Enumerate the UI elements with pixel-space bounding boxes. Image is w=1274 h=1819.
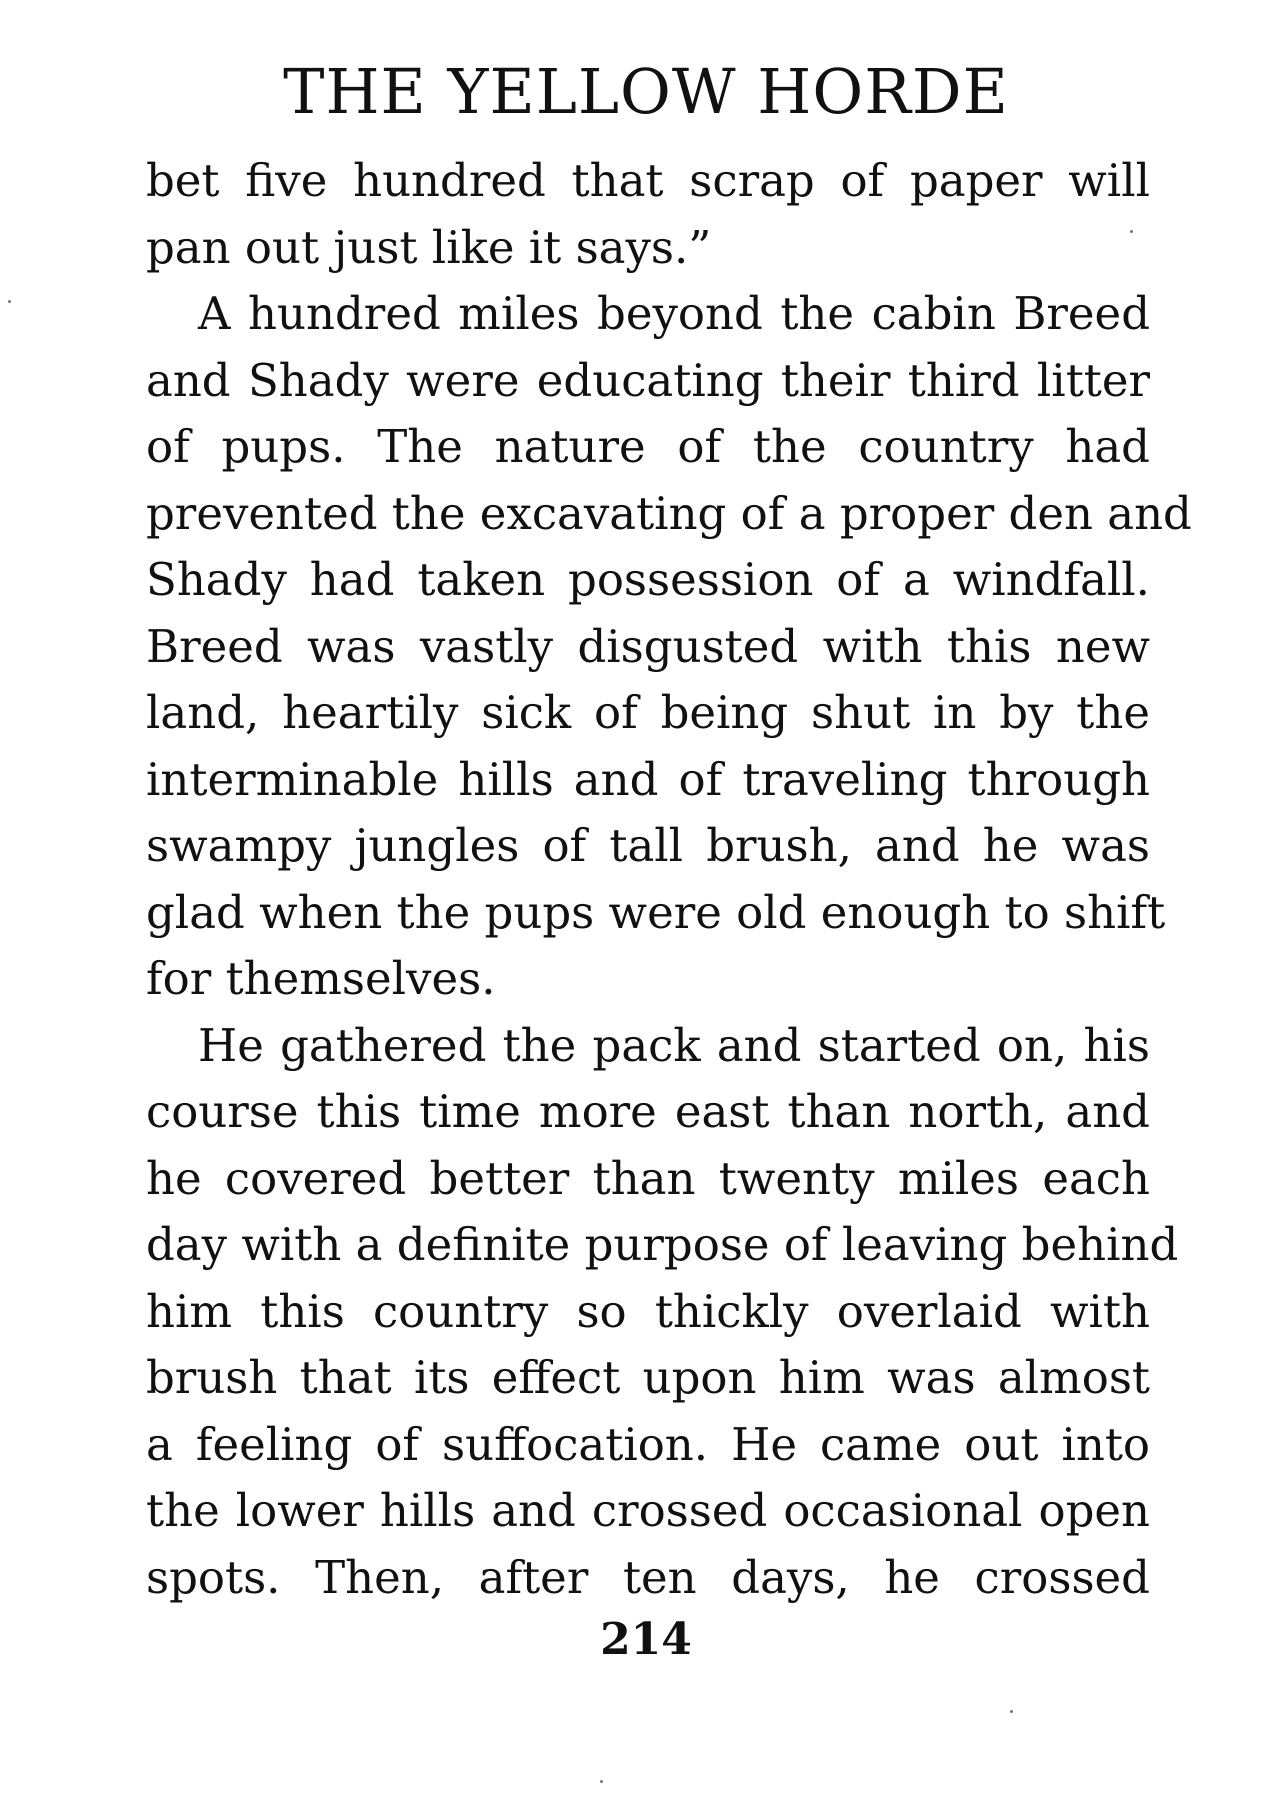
text-line: A hundred miles beyond the cabin Breed	[198, 287, 1150, 340]
text-line: course this time more east than north, and	[146, 1085, 1150, 1138]
text-line: a feeling of suffocation. He came out into	[146, 1417, 1150, 1471]
page-number: 214	[600, 1614, 692, 1665]
text-line: day with a definite purpose of leaving behind	[146, 1218, 1179, 1271]
text-line: the lower hills and crossed occasional open	[146, 1484, 1150, 1537]
scan-speck	[1130, 230, 1133, 233]
text-line: he covered better than twenty miles each	[146, 1151, 1150, 1205]
text-line: swampy jungles of tall brush, and he was	[146, 819, 1150, 872]
text-line: glad when the pups were old enough to shift	[146, 885, 1166, 939]
scan-speck	[600, 1780, 603, 1783]
body-text	[146, 148, 1192, 1611]
text-line: land, heartily sick of being shut in by the	[146, 686, 1150, 739]
text-line: for themselves.	[146, 952, 496, 1005]
text-line: interminable hills and of traveling through	[146, 752, 1150, 806]
text-line: brush that its effect upon him was almost	[146, 1351, 1150, 1404]
scan-speck	[8, 300, 11, 303]
text-line: pan out just like it says.”	[146, 220, 712, 274]
text-line: prevented the excavating of a proper den and	[146, 486, 1192, 540]
scan-speck	[1010, 1710, 1013, 1713]
text-line: Shady had taken possession of a windfall.	[146, 553, 1150, 606]
text-line: and Shady were educating their third litter	[146, 353, 1150, 407]
text-line: him this country so thickly overlaid with	[146, 1284, 1150, 1338]
text-line: He gathered the pack and started on, his	[198, 1018, 1150, 1072]
text-line: of pups. The nature of the country had	[146, 420, 1150, 473]
text-line: bet five hundred that scrap of paper will	[146, 154, 1150, 207]
text-line: spots. Then, after ten days, he crossed	[146, 1550, 1150, 1604]
text-line: Breed was vastly disgusted with this new	[146, 619, 1150, 673]
running-head: THE YELLOW HORDE	[283, 55, 1009, 128]
